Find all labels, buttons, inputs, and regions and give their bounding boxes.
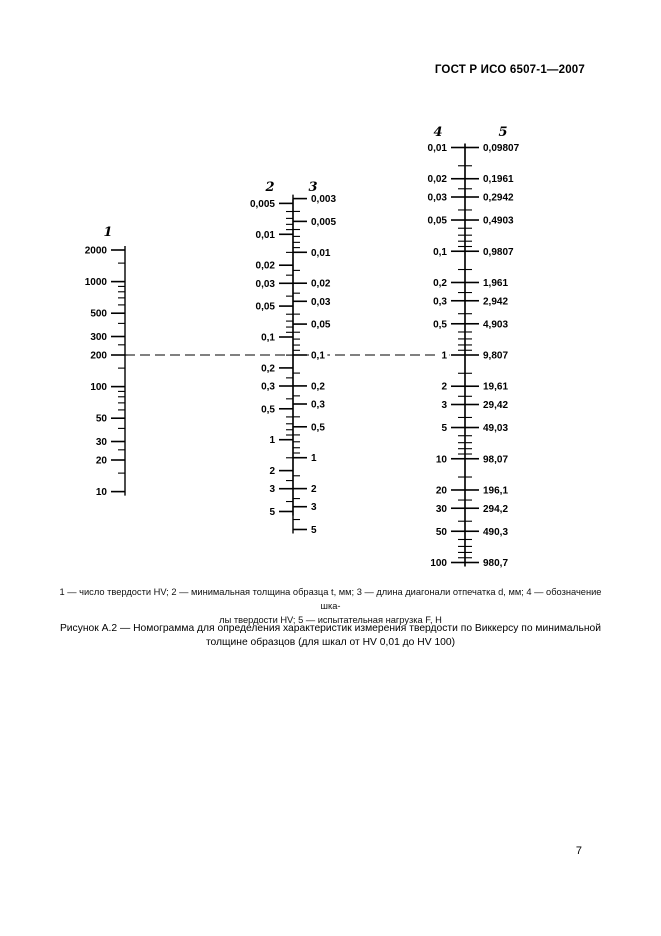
scale-tick-label: 5 [311,524,317,536]
scale-tick-label: 0,2 [311,381,325,393]
scale-tick-label: 3 [441,400,447,412]
scale-tick-label: 0,005 [249,198,275,210]
scale-tick-label: 0,2 [261,363,275,375]
scale-tick-label: 0,5 [433,319,447,331]
scale-tick-label: 50 [435,526,447,538]
scale-tick-label: 980,7 [483,558,509,569]
figure-legend-line2: лы твердости HV; 5 — испытательная нагрузка F, Н [219,615,442,625]
scale-tick-label: 0,2942 [483,192,514,204]
scale-tick-label: 30 [435,503,447,515]
scale-tick-label: 1 [441,350,447,362]
scale-header-number: 5 [498,125,508,140]
scale-tick-label: 0,3 [261,381,275,393]
scale-tick-label: 29,42 [483,400,509,412]
scale-tick-label: 490,3 [483,526,509,538]
document-code-header: ГОСТ Р ИСО 6507-1—2007 [434,64,585,76]
figure-legend [53,585,608,627]
page-number: 7 [575,845,582,857]
scale-tick-label: 1 [311,453,317,465]
scale-header-number: 3 [308,180,318,195]
scale-tick-label: 0,1 [433,246,447,258]
scale-tick-label: 0,02 [255,260,275,272]
scale-2-min-specimen-thickness-mm [250,180,293,518]
figure-caption-line2: толщине образцов (для шкал от HV 0,01 до HV 100) [205,637,456,648]
scale-tick-label: 10 [435,454,447,466]
scale-tick-label: 20 [95,455,107,467]
scale-tick-label: 0,03 [255,278,275,290]
scale-tick-label: 0,01 [255,229,275,241]
scale-tick-label: 0,5 [261,404,275,416]
scale-tick-label: 100 [90,382,107,394]
scale-5-test-force-N [465,125,520,569]
scale-tick-label: 1000 [84,277,107,289]
scale-tick-label: 0,3 [311,399,325,411]
scale-tick-label: 0,005 [311,216,337,228]
scale-3-indent-diagonal-length-mm [293,180,336,536]
scale-tick-label: 0,3 [433,296,447,308]
scale-tick-label: 500 [90,308,107,320]
scale-tick-label: 0,02 [427,174,447,186]
scale-tick-label: 200 [90,350,107,362]
scale-tick-label: 5 [441,423,447,435]
scale-tick-label: 20 [435,485,447,497]
scale-tick-label: 0,05 [255,301,275,313]
scale-tick-label: 300 [90,332,107,344]
scale-tick-label: 0,02 [311,278,331,290]
scale-tick-label: 3 [311,502,317,514]
scale-tick-label: 0,1961 [483,174,514,186]
scale-tick-label: 0,01 [311,247,331,259]
scale-4-hv-scale-designation [428,125,465,569]
scale-1-hardness-number [85,225,125,498]
scale-tick-label: 196,1 [483,485,509,497]
scale-tick-label: 100 [430,558,447,569]
scale-tick-label: 98,07 [483,454,509,466]
scale-tick-label: 2 [311,484,317,496]
figure-caption [38,622,623,650]
scale-header-number: 2 [265,180,275,195]
scale-tick-label: 3 [269,484,275,496]
scale-tick-label: 49,03 [483,423,509,435]
scale-tick-label: 0,01 [427,143,447,154]
scale-tick-label: 0,05 [427,215,447,227]
scale-tick-label: 30 [95,437,107,449]
scale-tick-label: 1,961 [483,277,509,289]
scale-tick-label: 0,05 [311,319,331,331]
scale-tick-label: 0,4903 [483,215,514,227]
scale-tick-label: 2000 [84,245,107,257]
scale-tick-label: 0,03 [427,192,447,204]
scale-tick-label: 9,807 [483,350,509,362]
figure-caption-line1: Рисунок А.2 — Номограмма для определения характеристик измерения твердости по Виккерсу по минимальной [59,623,602,634]
scale-tick-label: 0,5 [311,422,325,434]
scale-tick-label: 2 [441,381,447,393]
scale-header-number: 1 [103,225,113,240]
scale-tick-label: 0,03 [311,296,331,308]
scale-tick-label: 2 [269,466,275,478]
scale-tick-label: 0,2 [433,277,447,289]
scale-tick-label: 1 [269,435,275,447]
scale-tick-label: 0,003 [311,194,337,206]
scale-tick-label: 0,09807 [483,143,520,154]
scale-tick-label: 2,942 [483,296,509,308]
scale-tick-label: 5 [269,506,275,518]
scale-tick-label: 4,903 [483,319,509,331]
scale-tick-label: 50 [95,413,107,425]
figure-legend-line1: 1 — число твердости HV; 2 — минимальная толщина образца t, мм; 3 — длина диагонали отпечатка d, мм; 4 — обозначение шка- [59,587,602,611]
scale-tick-label: 19,61 [483,381,509,393]
scale-tick-label: 0,1 [261,332,275,344]
scale-tick-label: 0,9807 [483,246,514,258]
scale-tick-label: 10 [95,487,107,499]
scale-tick-label: 294,2 [483,503,509,515]
scale-header-number: 4 [433,125,443,140]
scale-tick-label: 0,1 [311,350,325,362]
